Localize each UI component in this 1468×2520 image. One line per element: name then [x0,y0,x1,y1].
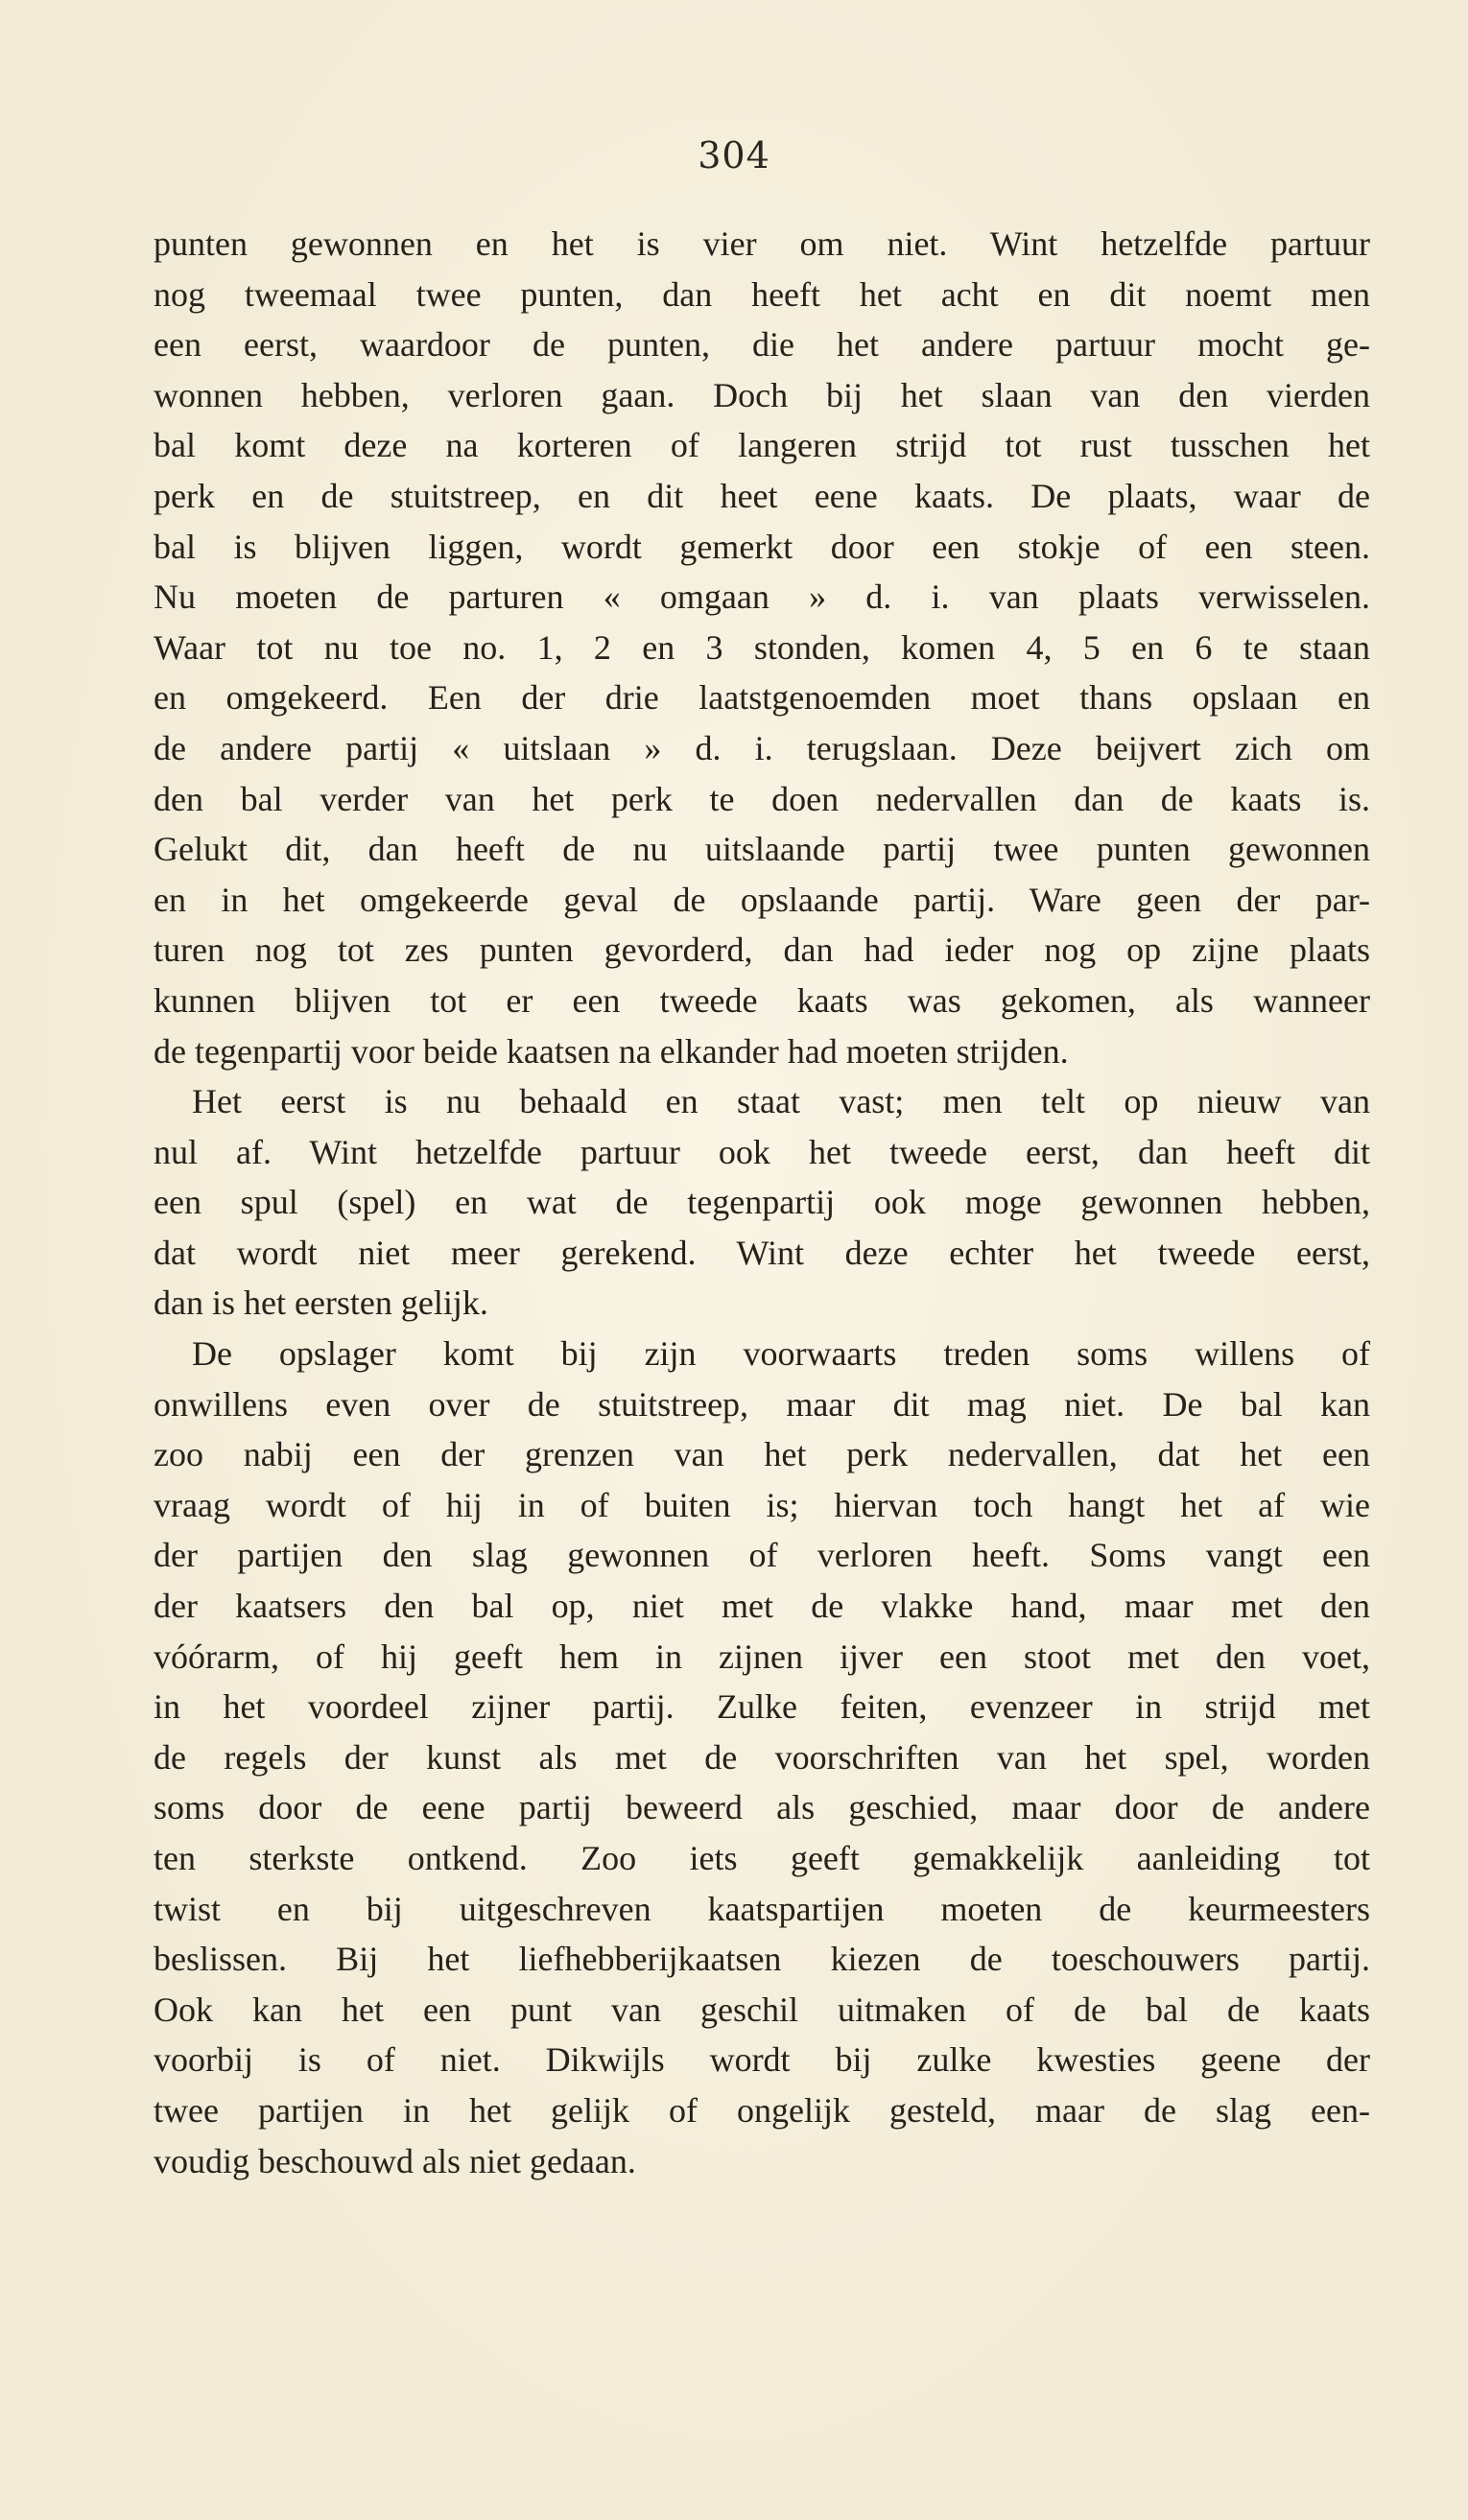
text-line: Nu moeten de parturen « omgaan » d. i. van plaats verwisselen. [154,577,1370,617]
text-line: twee partijen in het gelijk of ongelijk gesteld, maar de slag een- [154,2090,1370,2130]
text-line: der kaatsers den bal op, niet met de vlakke hand, maar met den [154,1587,1370,1626]
text-line: der partijen den slag gewonnen of verloren heeft. Soms vangt een [154,1536,1370,1575]
text-line: De opslager komt bij zijn voorwaarts treden soms willens of [192,1334,1370,1374]
text-line: perk en de stuitstreep, en dit heet eene kaats. De plaats, waar de [154,476,1370,515]
text-line: nog tweemaal twee punten, dan heeft het acht en dit noemt men [154,274,1370,314]
text-line: dat wordt niet meer gerekend. Wint deze echter het tweede eerst, [154,1233,1370,1272]
text-line: dan is het eersten gelijk. [154,1284,488,1323]
text-line: kunnen blijven tot er een tweede kaats was gekomen, als wanneer [154,980,1370,1020]
text-line: voorbij is of niet. Dikwijls wordt bij zulke kwesties geene der [154,2040,1370,2080]
text-line: voudig beschouwd als niet gedaan. [154,2141,636,2180]
text-line: en in het omgekeerde geval de opslaande partij. Ware geen der par- [154,880,1370,919]
text-line: punten gewonnen en het is vier om niet. Wint hetzelfde partuur [154,224,1370,263]
text-line: beslissen. Bij het liefhebberijkaatsen kiezen de toeschouwers partij. [154,1940,1370,1979]
text-line: Ook kan het een punt van geschil uitmaken of de bal de kaats [154,1990,1370,2029]
text-line: onwillens even over de stuitstreep, maar dit mag niet. De bal kan [154,1384,1370,1424]
page-number: 304 [698,134,770,177]
text-line: nul af. Wint hetzelfde partuur ook het tweede eerst, dan heeft dit [154,1132,1370,1171]
text-line: een eerst, waardoor de punten, die het andere partuur mocht ge- [154,325,1370,365]
text-line: den bal verder van het perk te doen nedervallen dan de kaats is. [154,779,1370,818]
text-line: vraag wordt of hij in of buiten is; hiervan toch hangt het af wie [154,1485,1370,1524]
text-line: de tegenpartij voor beide kaatsen na elkander had moeten strijden. [154,1031,1069,1071]
text-line: bal komt deze na korteren of langeren strijd tot rust tusschen het [154,426,1370,465]
text-line: vóórarm, of hij geeft hem in zijnen ijver een stoot met den voet, [154,1637,1370,1676]
text-line: turen nog tot zes punten gevorderd, dan had ieder nog op zijne plaats [154,930,1370,970]
text-line: wonnen hebben, verloren gaan. Doch bij het slaan van den vierden [154,375,1370,414]
text-line: zoo nabij een der grenzen van het perk nedervallen, dat het een [154,1435,1370,1474]
text-line: de regels der kunst als met de voorschriften van het spel, worden [154,1737,1370,1777]
text-line: Gelukt dit, dan heeft de nu uitslaande partij twee punten gewonnen [154,830,1370,869]
text-line: Het eerst is nu behaald en staat vast; men telt op nieuw van [192,1082,1370,1121]
text-line: bal is blijven liggen, wordt gemerkt door een stokje of een steen. [154,527,1370,566]
text-line: soms door de eene partij beweerd als geschied, maar door de andere [154,1788,1370,1827]
text-line: de andere partij « uitslaan » d. i. terugslaan. Deze beijvert zich om [154,728,1370,767]
text-line: een spul (spel) en wat de tegenpartij ook moge gewonnen hebben, [154,1183,1370,1222]
text-line: twist en bij uitgeschreven kaatspartijen moeten de keurmeesters [154,1889,1370,1928]
text-line: Waar tot nu toe no. 1, 2 en 3 stonden, komen 4, 5 en 6 te staan [154,627,1370,667]
text-line: en omgekeerd. Een der drie laatstgenoemden moet thans opslaan en [154,678,1370,718]
text-line: ten sterkste ontkend. Zoo iets geeft gemakkelijk aanleiding tot [154,1839,1370,1877]
body-text [154,219,1370,2186]
text-line: in het voordeel zijner partij. Zulke feiten, evenzeer in strijd met [154,1687,1370,1727]
